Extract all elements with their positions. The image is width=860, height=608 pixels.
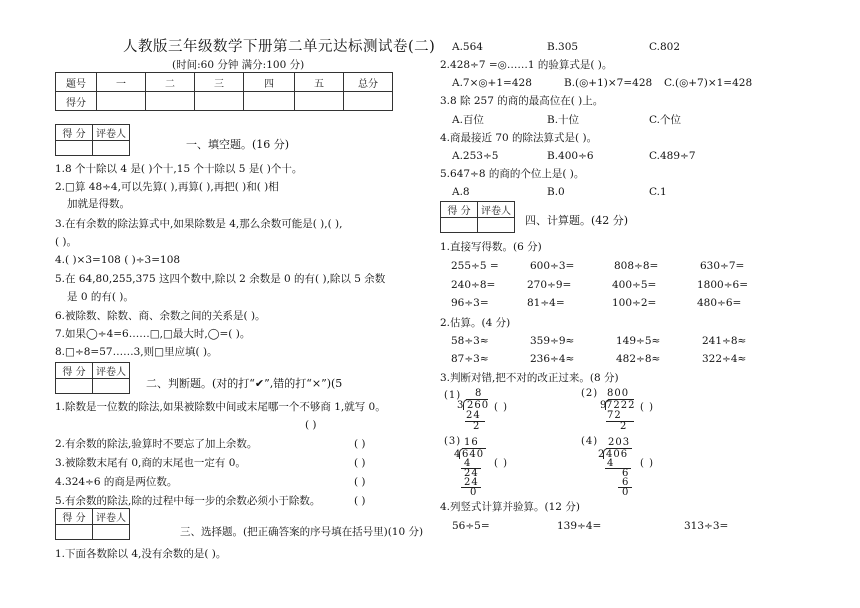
score-cell: 总分 [344, 73, 393, 92]
quotient: 800 [607, 388, 630, 399]
divisor: 3 [457, 400, 465, 411]
answer-blank[interactable]: ( ) [305, 419, 317, 431]
divisor: 9 [600, 400, 608, 411]
grader-box [55, 362, 130, 394]
estimate-item: 482÷8≈ [616, 353, 661, 365]
option-c[interactable]: C.802 [649, 41, 681, 53]
work-row: 2 [473, 421, 481, 432]
grader-score-label: 得 分 [56, 125, 93, 141]
work-row: 6 [622, 468, 630, 479]
problem-label: (4) [581, 436, 599, 447]
estimate-item: 322÷4≈ [702, 353, 747, 365]
grader-score-cell[interactable] [441, 218, 478, 233]
quotient: 8 [475, 388, 483, 399]
grader-reviewer-cell[interactable] [93, 525, 130, 540]
question-text: 3.被除数末尾有 0,商的末尾也一定有 0。 [55, 457, 246, 469]
question-text: 1.8 个十除以 4 是( )个十,15 个十除以 5 是( )个十。 [55, 163, 303, 175]
question-text: 2.□算 48÷4,可以先算( ),再算( ),再把( )和( )相 [55, 181, 279, 193]
dividend: 406 [606, 449, 629, 460]
work-row: 72 [607, 410, 622, 421]
option-a[interactable]: A.8 [452, 186, 470, 198]
grader-reviewer-cell[interactable] [93, 141, 130, 156]
score-table-score-row [56, 92, 393, 111]
score-input-cell[interactable] [146, 92, 195, 111]
calc-item: 1800÷6= [697, 279, 748, 291]
divisor: 4 [454, 449, 462, 460]
calc-item: 270÷9= [527, 279, 572, 291]
vertical-calc-item: 313÷3= [684, 520, 729, 532]
grader-box [55, 508, 130, 540]
estimate-item: 87÷3≈ [451, 353, 489, 365]
estimate-item: 149÷5≈ [616, 335, 661, 347]
grader-reviewer-label: 评卷人 [478, 202, 515, 218]
section-heading-fill-in: 一、填空题。(16 分) [186, 138, 290, 151]
grader-score-cell[interactable] [56, 379, 93, 394]
option-b[interactable]: B.0 [547, 186, 565, 198]
calc-item: 96÷3= [451, 297, 489, 309]
calc-item: 630÷7= [700, 260, 745, 272]
option-a[interactable]: A.253÷5 [452, 150, 499, 162]
question-text: ( )。 [55, 236, 78, 248]
question-text: 是 0 的有( )。 [67, 291, 134, 303]
work-row: 24 [464, 468, 479, 479]
option-b[interactable]: B.305 [547, 41, 579, 53]
score-cell: 五 [295, 73, 344, 92]
quotient: 203 [608, 437, 631, 448]
option-a[interactable]: A.564 [452, 41, 483, 53]
question-text: 5.有余数的除法,除的过程中每一步的余数必须小于除数。 [55, 495, 321, 507]
option-c[interactable]: C.个位 [649, 114, 681, 126]
vertical-calc-item: 139÷4= [557, 520, 602, 532]
question-text: 3.在有余数的除法算式中,如果除数是 4,那么余数可能是( ),( ), [55, 218, 343, 230]
score-table [55, 72, 393, 111]
grader-reviewer-cell[interactable] [93, 379, 130, 394]
question-text: 3.8 除 257 的商的最高位在( )上。 [440, 95, 604, 107]
question-text: 6.被除数、除数、商、余数之间的关系是( )。 [55, 310, 266, 322]
score-input-cell[interactable] [344, 92, 393, 111]
section-heading-calculation: 四、计算题。(42 分) [525, 214, 629, 227]
problem-label: (3) [444, 436, 462, 447]
work-row: 24 [466, 410, 481, 421]
work-row: 2 [620, 421, 628, 432]
calc-item: 240÷8= [451, 279, 496, 291]
question-text: 8.□÷8=57……3,则□里应填( )。 [55, 346, 218, 358]
answer-blank[interactable]: ( ) [354, 438, 366, 450]
question-text: 1.直接写得数。(6 分) [440, 241, 542, 253]
section-heading-choice: 三、选择题。(把正确答案的序号填在括号里)(10 分) [180, 526, 424, 538]
exam-info: (时间:60 分钟 满分:100 分) [172, 59, 305, 71]
question-text: 1.下面各数除以 4,没有余数的是( )。 [55, 548, 227, 560]
grader-score-cell[interactable] [56, 141, 93, 156]
question-text: 4.商最接近 70 的除法算式是( )。 [440, 132, 598, 144]
option-c[interactable]: C.1 [649, 186, 667, 198]
calc-item: 600÷3= [530, 260, 575, 272]
calc-item: 808÷8= [614, 260, 659, 272]
estimate-item: 236÷4≈ [530, 353, 575, 365]
grader-reviewer-label: 评卷人 [93, 509, 130, 525]
score-input-cell[interactable] [97, 92, 146, 111]
divisor: 2 [598, 449, 606, 460]
problem-label: (2) [581, 388, 599, 399]
option-b[interactable]: B.十位 [547, 114, 580, 126]
grader-reviewer-cell[interactable] [478, 218, 515, 233]
dividend: 640 [462, 449, 485, 460]
question-text: 5.在 64,80,255,375 这四个数中,除以 2 余数是 0 的有( ),除以 5 余数 [55, 273, 386, 285]
work-row: 0 [622, 487, 630, 498]
answer-blank[interactable]: ( ) [494, 402, 508, 413]
grader-box [440, 201, 515, 233]
score-input-cell[interactable] [295, 92, 344, 111]
question-text: 7.如果◯÷4=6……□,□最大时,◯=( )。 [55, 328, 251, 340]
answer-blank[interactable]: ( ) [494, 458, 508, 469]
grader-box [55, 124, 130, 156]
question-text: 2.428÷7 =◎……1 的验算式是( )。 [440, 59, 613, 71]
estimate-item: 58÷3≈ [451, 335, 489, 347]
question-text: 4.列竖式计算并验算。(12 分) [440, 501, 580, 513]
question-text: 加就是得数。 [67, 198, 130, 210]
score-input-cell[interactable] [195, 92, 244, 111]
question-text: 4.( )×3=108 ( )÷3=108 [55, 254, 181, 266]
calc-item: 100÷2= [612, 297, 657, 309]
work-row: 24 [464, 477, 479, 488]
question-text: 3.判断对错,把不对的改正过来。(8 分) [440, 372, 619, 384]
work-row: 4 [607, 458, 615, 469]
option-b[interactable]: B.400÷6 [547, 150, 594, 162]
work-row: 4 [464, 458, 472, 469]
option-b[interactable]: B.(◎+1)×7=428 [564, 77, 653, 89]
grader-score-label: 得 分 [441, 202, 478, 218]
question-text: 2.估算。(4 分) [440, 317, 511, 329]
grader-score-label: 得 分 [56, 509, 93, 525]
dividend: 260 [467, 400, 490, 411]
question-text: 4.324÷6 的商是两位数。 [55, 476, 178, 488]
grader-score-label: 得 分 [56, 363, 93, 379]
grader-score-cell[interactable] [56, 525, 93, 540]
problem-label: (1) [444, 390, 462, 401]
score-cell: 得分 [56, 92, 97, 111]
score-cell: 一 [97, 73, 146, 92]
score-cell: 二 [146, 73, 195, 92]
calc-item: 400÷5= [612, 279, 657, 291]
dividend: 7222 [606, 400, 636, 411]
answer-blank[interactable]: ( ) [354, 457, 366, 469]
score-cell: 四 [244, 73, 295, 92]
question-text: 1.除数是一位数的除法,如果被除数中间或末尾哪一个不够商 1,就写 0。 [55, 401, 386, 413]
estimate-item: 359÷9≈ [530, 335, 575, 347]
score-cell: 题号 [56, 73, 97, 92]
estimate-item: 241÷8≈ [702, 335, 747, 347]
question-text: 5.647÷8 的商的个位上是( )。 [440, 168, 585, 180]
calc-item: 81÷4= [527, 297, 565, 309]
calc-item: 255÷5 = [451, 260, 499, 272]
question-text: 2.有余数的除法,验算时不要忘了加上余数。 [55, 438, 258, 450]
calc-item: 480÷6= [697, 297, 742, 309]
answer-blank[interactable]: ( ) [354, 476, 366, 488]
section-heading-judgement: 二、判断题。(对的打“✔”,错的打“×”)(5 [146, 377, 343, 390]
option-a[interactable]: A.百位 [452, 114, 484, 126]
answer-blank[interactable]: ( ) [354, 495, 366, 507]
answer-blank[interactable]: ( ) [640, 458, 654, 469]
answer-blank[interactable]: ( ) [640, 402, 654, 413]
score-input-cell[interactable] [244, 92, 295, 111]
vertical-calc-item: 56÷5= [452, 520, 490, 532]
work-row: 6 [622, 477, 630, 488]
score-table-header-row [56, 73, 393, 92]
grader-reviewer-label: 评卷人 [93, 363, 130, 379]
page-title: 人教版三年级数学下册第二单元达标测试卷(二) [123, 39, 436, 55]
quotient: 16 [464, 437, 479, 448]
option-a[interactable]: A.7×◎+1=428 [452, 77, 532, 89]
option-c[interactable]: C.489÷7 [649, 150, 696, 162]
grader-reviewer-label: 评卷人 [93, 125, 130, 141]
work-row: 0 [470, 487, 478, 498]
score-cell: 三 [195, 73, 244, 92]
option-c[interactable]: C.(◎+7)×1=428 [664, 77, 753, 89]
